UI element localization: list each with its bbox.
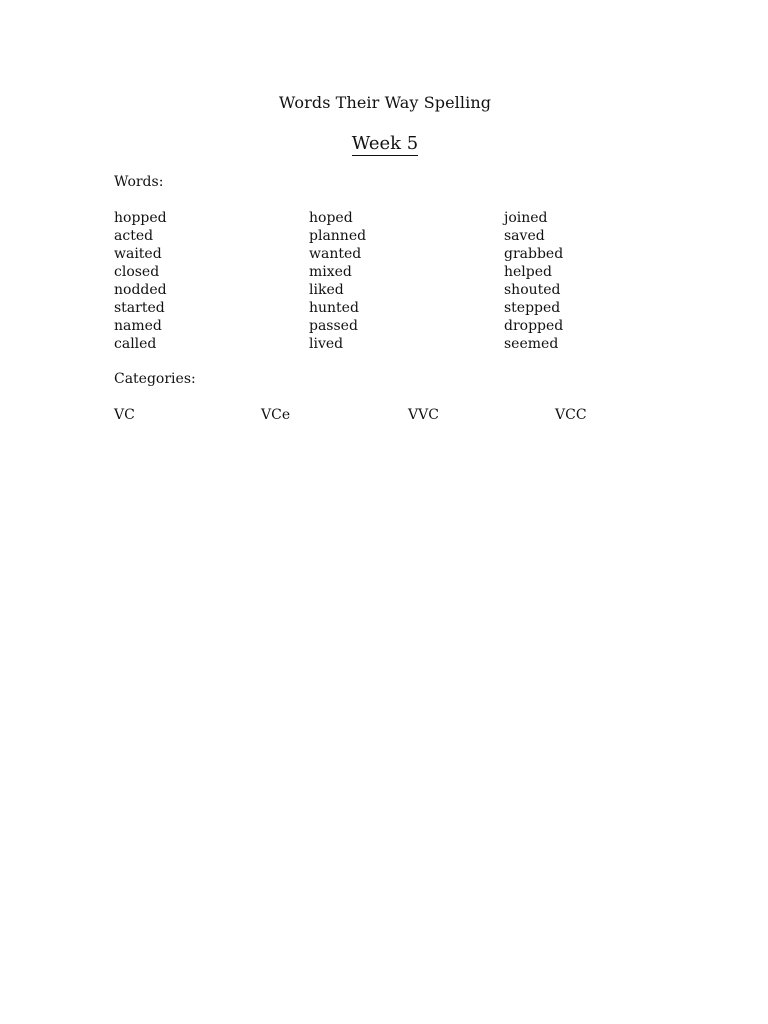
word-item: hunted <box>309 300 359 316</box>
word-item: nodded <box>114 282 167 298</box>
week-heading-text: Week 5 <box>351 133 419 154</box>
category-vcc: VCC <box>555 407 587 423</box>
word-item: passed <box>309 318 358 334</box>
word-item: waited <box>114 246 162 262</box>
word-item: dropped <box>504 318 564 334</box>
word-item: hopped <box>114 210 167 226</box>
word-item: wanted <box>309 246 362 262</box>
category-vce: VCe <box>261 407 291 423</box>
word-item: hoped <box>309 210 353 226</box>
word-column-2 <box>309 209 366 353</box>
word-item: closed <box>114 264 160 280</box>
word-item: called <box>114 336 157 352</box>
category-vvc: VVC <box>408 407 439 423</box>
document-title: Words Their Way Spelling <box>278 93 492 112</box>
word-column-1 <box>114 209 167 353</box>
word-item: saved <box>504 228 545 244</box>
categories-label: Categories: <box>114 371 196 387</box>
category-vc: VC <box>114 407 135 423</box>
words-label: Words: <box>114 174 164 190</box>
word-item: grabbed <box>504 246 564 262</box>
word-item: lived <box>309 336 344 352</box>
week-heading <box>0 133 768 154</box>
word-item: shouted <box>504 282 561 298</box>
word-item: named <box>114 318 162 334</box>
word-item: stepped <box>504 300 561 316</box>
word-item: seemed <box>504 336 559 352</box>
word-column-3 <box>504 209 563 353</box>
word-item: planned <box>309 228 367 244</box>
word-item: liked <box>309 282 344 298</box>
word-item: started <box>114 300 165 316</box>
word-item: helped <box>504 264 552 280</box>
word-item: acted <box>114 228 154 244</box>
word-item: joined <box>504 210 548 226</box>
word-item: mixed <box>309 264 352 280</box>
